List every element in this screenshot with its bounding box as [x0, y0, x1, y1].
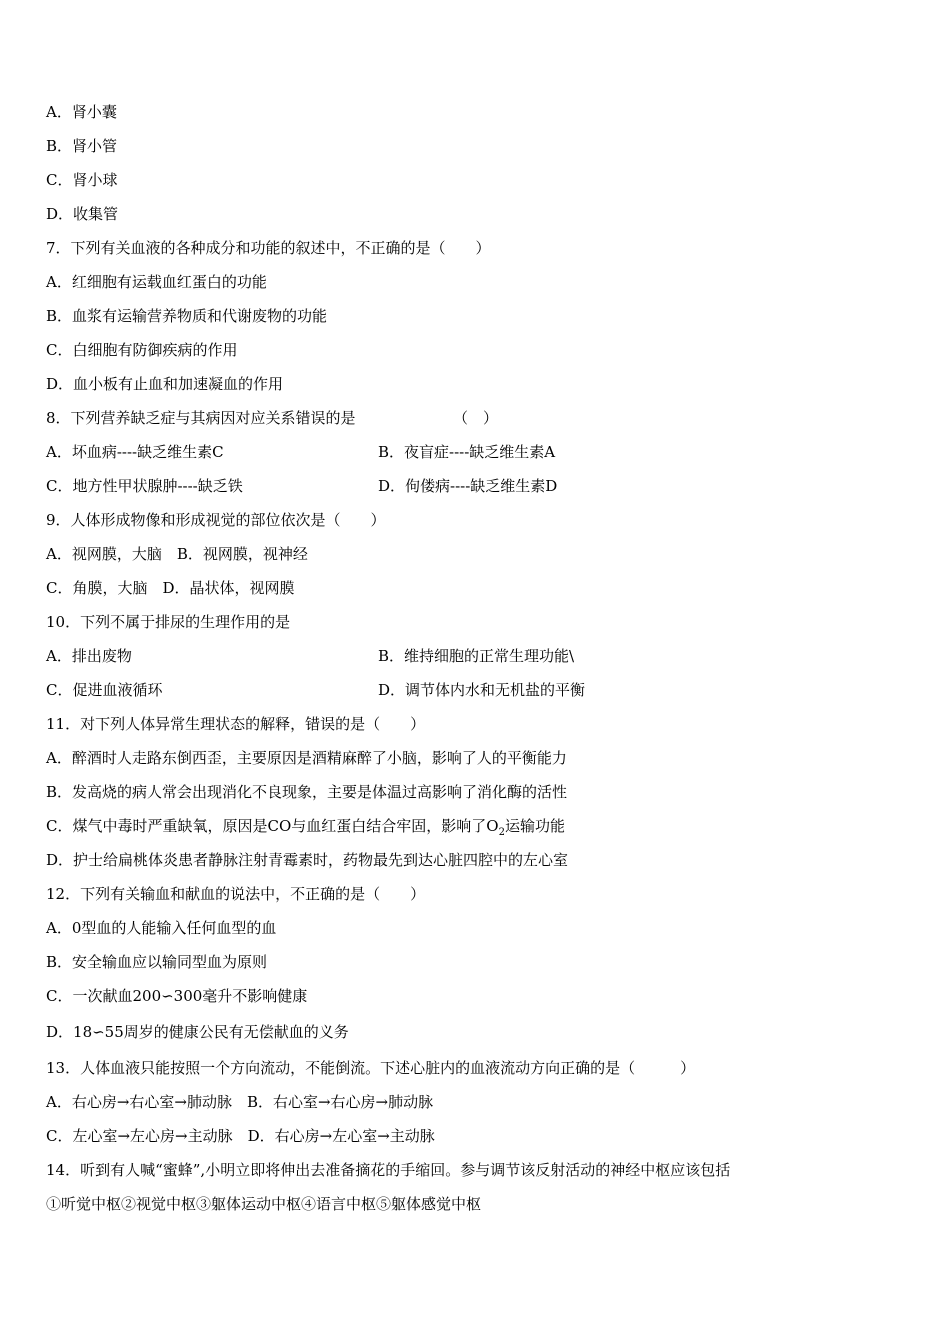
q7-stem: 7．下列有关血液的各种成分和功能的叙述中，不正确的是（ ） — [46, 239, 491, 257]
q11-option-d: D．护士给扁桃体炎患者静脉注射青霉素时，药物最先到达心脏四腔中的左心室 — [46, 851, 569, 869]
q14-stem: 14．听到有人喊“蜜蜂”,小明立即将伸出去准备摘花的手缩回。参与调节该反射活动的神经中枢应该包括 — [46, 1161, 731, 1179]
q11-option-a: A．醉酒时人走路东倒西歪，主要原因是酒精麻醉了小脑，影响了人的平衡能力 — [46, 749, 567, 767]
q7-option-d: D．血小板有止血和加速凝血的作用 — [46, 375, 284, 393]
q11-option-c-text-end: 运输功能 — [504, 817, 565, 835]
q9-stem: 9．人体形成物像和形成视觉的部位依次是（ ） — [46, 511, 386, 529]
q10-option-d: D．调节体内水和无机盐的平衡 — [378, 681, 586, 699]
q10-option-a: A．排出废物 — [46, 647, 132, 665]
q7-option-b: B．血浆有运输营养物质和代谢废物的功能 — [46, 307, 328, 325]
q11-stem: 11．对下列人体异常生理状态的解释，错误的是（ ） — [46, 715, 426, 733]
q13-stem: 13．人体血液只能按照一个方向流动，不能倒流。下述心脏内的血液流动方向正确的是（ ） — [46, 1059, 696, 1077]
q8-option-d: D．佝偻病----缺乏维生素D — [378, 477, 558, 495]
q6-option-d: D．收集管 — [46, 205, 119, 223]
q9-options-ab: A．视网膜，大脑 B．视网膜，视神经 — [46, 545, 308, 563]
q12-stem: 12．下列有关输血和献血的说法中，不正确的是（ ） — [46, 885, 426, 903]
q8-option-b: B．夜盲症----缺乏维生素A — [378, 443, 556, 461]
q12-option-c: C．一次献血200∽300毫升不影响健康 — [46, 987, 308, 1005]
q14-choices: ①听觉中枢②视觉中枢③躯体运动中枢④语言中枢⑤躯体感觉中枢 — [46, 1195, 482, 1213]
q8-stem: 8．下列营养缺乏症与其病因对应关系错误的是 （ ） — [46, 409, 499, 427]
q13-options-cd: C．左心室→左心房→主动脉 D．右心房→左心室→主动脉 — [46, 1127, 435, 1145]
q9-options-cd: C．角膜，大脑 D．晶状体，视网膜 — [46, 579, 295, 597]
q6-option-c: C．肾小球 — [46, 171, 118, 189]
q11-option-c-subscript: 2 — [498, 827, 505, 838]
q12-option-a: A．0型血的人能输入任何血型的血 — [46, 919, 277, 937]
q8-option-c: C．地方性甲状腺肿----缺乏铁 — [46, 477, 243, 495]
q6-option-a: A．肾小囊 — [46, 103, 117, 121]
q11-option-c — [46, 816, 565, 843]
q8-option-a: A．坏血病----缺乏维生素C — [46, 443, 224, 461]
q10-option-c: C．促进血液循环 — [46, 681, 163, 699]
q6-option-b: B．肾小管 — [46, 137, 118, 155]
q12-option-b: B．安全输血应以输同型血为原则 — [46, 953, 268, 971]
q12-option-d: D．18∽55周岁的健康公民有无偿献血的义务 — [46, 1023, 349, 1041]
q11-option-c-text: C．煤气中毒时严重缺氧，原因是CO与血红蛋白结合牢固，影响了O — [46, 817, 499, 835]
q7-option-a: A．红细胞有运载血红蛋白的功能 — [46, 273, 267, 291]
q10-option-b: B．维持细胞的正常生理功能\ — [378, 647, 575, 665]
q11-option-b: B．发高烧的病人常会出现消化不良现象，主要是体温过高影响了消化酶的活性 — [46, 783, 568, 801]
q13-options-ab: A．右心房→右心室→肺动脉 B．右心室→右心房→肺动脉 — [46, 1093, 434, 1111]
q10-stem: 10．下列不属于排尿的生理作用的是 — [46, 613, 291, 631]
q7-option-c: C．白细胞有防御疾病的作用 — [46, 341, 238, 359]
